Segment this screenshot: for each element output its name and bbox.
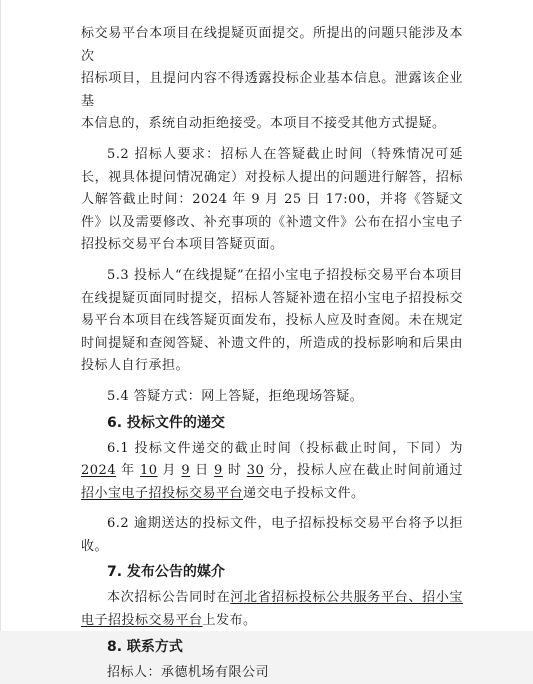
document-body xyxy=(81,23,463,684)
text: 上发布。 xyxy=(202,613,257,629)
media-names: 河北省招标投标公共服务平台、招小宝电子招投标交易平台 xyxy=(81,590,463,629)
paragraph-5-3: 5.3 投标人“在线提疑”在招小宝电子招投标交易平台本项目在线提疑页面同时提交，招标人答疑补遗在招小宝电子招投标交易平台本项目在线答疑页面发布，投标人应及时查阅。未在规定时间提疑和查阅答疑、补遗文件的，所造成的投标影响和后果由投标人自行承担。 xyxy=(81,267,463,374)
section-heading-8: 8. 联系方式 xyxy=(107,638,183,655)
paragraph-6-2: 6.2 逾期送达的投标文件，电子招标投标交易平台将予以拒收。 xyxy=(81,516,463,554)
text: 6.1 投标文件递交的截止时间（投标截止时间，下同）为 xyxy=(107,440,463,456)
paragraph-5-4: 5.4 答疑方式：网上答疑，拒绝现场答疑。 xyxy=(107,388,364,404)
deadline-month: 10 xyxy=(139,463,158,479)
text-line: 标交易平台本项目在线提疑页面提交。所提出的问题只能涉及本次 xyxy=(81,26,463,64)
text: 递交电子投标文件。 xyxy=(243,485,365,501)
paragraph-6-1 xyxy=(81,438,463,506)
text: 分，投标人应在截止时间前通过 xyxy=(264,463,464,479)
deadline-year: 2024 xyxy=(81,463,117,479)
text: 本次招标公告同时在 xyxy=(107,590,231,606)
section-heading-7: 7. 发布公告的媒介 xyxy=(107,564,225,581)
paragraph-5-1-continued xyxy=(81,23,463,136)
paragraph-7-1 xyxy=(81,587,463,632)
paragraph-8-1: 招标人：承德机场有限公司 xyxy=(107,664,270,680)
platform-name: 招小宝电子招投标交易平台 xyxy=(81,485,244,501)
text: 时 xyxy=(222,463,247,479)
paragraph-5-2: 5.2 招标人要求：招标人在答疑截止时间（特殊情况可延长，视具体提问情况确定）对投标人提出的问题进行解答，招标人解答截止时间：2024 年 9 月 25 日 17:00，并将《答疑文件》以及需要修改、补充事项的《补遗文件》公布在招小宝电子招投标交易平台本项目答疑页面。 xyxy=(81,146,463,253)
section-heading-6: 6. 投标文件的递交 xyxy=(107,414,225,431)
text-line: 本信息的，系统自动拒绝接受。本项目不接受其他方式提疑。 xyxy=(81,116,446,132)
text: 月 xyxy=(157,463,182,479)
text-line: 招标项目，且提问内容不得透露投标企业基本信息。泄露该企业基 xyxy=(81,71,463,109)
deadline-day: 9 xyxy=(181,463,191,479)
text: 年 xyxy=(116,463,140,479)
text: 日 xyxy=(190,463,215,479)
deadline-hour: 9 xyxy=(214,463,223,479)
deadline-minute: 30 xyxy=(246,463,265,479)
